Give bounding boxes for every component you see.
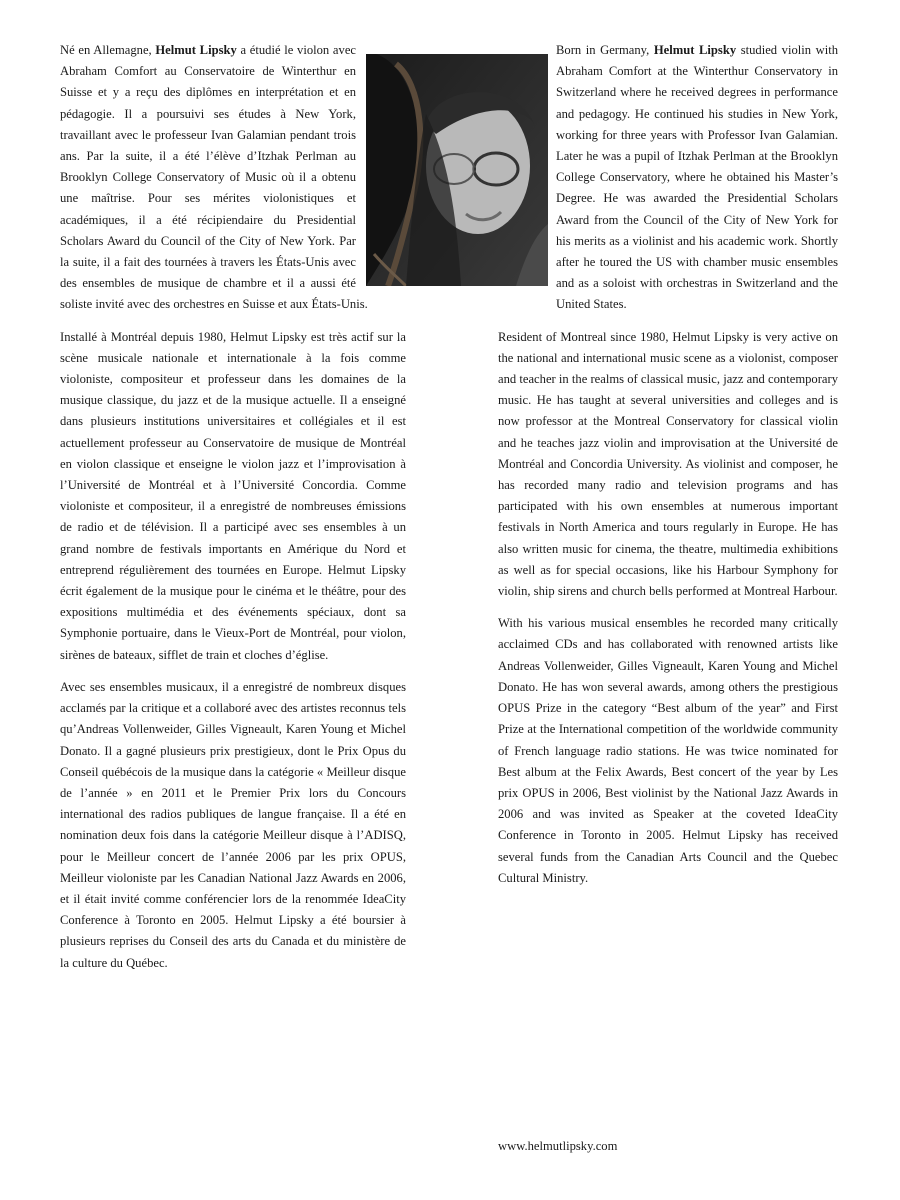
english-paragraph-3: With his various musical ensembles he recorded many critically acclaimed CDs and has collaborated with renowned artists like Andreas Vollenweider, Gilles Vigneault, Karen Young and Michel Donato. He has won several awards, among others the prestigious OPUS Prize in the category “Best album of the year” and First Prize at the International competition of the worldwide community of French language radio stations. He was twice nominated for Best album at the Felix Awards, Best concert of the year by Les prix OPUS in 2006, Best violinist by the National Jazz Awards in 2006 and was invited as Speaker at the coveted IdeaCity Conference in Toronto in 2005. Helmut Lipsky has received several funds from the Canadian Arts Council and the Quebec Cultural Ministry. (498, 616, 838, 885)
english-artist-name: Helmut Lipsky (653, 43, 737, 57)
english-biography-column (498, 40, 838, 900)
english-intro-text: Born in Germany, (556, 43, 650, 57)
french-paragraph-1-body: a étudié le violon avec Abraham Comfort au Conservatoire de Winterthur en Suisse et y a reçu des diplômes en interprétation et en pédagogie. Il a poursuivi ses études à New York, travaillant avec le professeur Ivan Galamian pendant trois ans. Par la suite, il a été l’élève d’Itzhak Perlman au Brooklyn College Conservatory of Music où il a obtenu une maîtrise. Pour ses mérites violonistiques et académiques, il a été récipiendaire du Presidential Scholars Award du Council of the City of New York. Par la suite, il a fait des tournées à travers les États-Unis avec des ensembles de musique de chambre et il a aussi été soliste invité avec des orchestres en Suisse et aux États-Unis. (60, 43, 368, 312)
french-artist-name: Helmut Lipsky (155, 43, 237, 57)
french-paragraph-1 (60, 40, 406, 316)
french-paragraph-3: Avec ses ensembles musicaux, il a enregistré de nombreux disques acclamés par la critique et a collaboré avec des artistes reconnus tels qu’Andreas Vollenweider, Gilles Vigneault, Karen Young et Michel Donato. Il a gagné plusieurs prix prestigieux, dont le Prix Opus du Conseil québécois de la musique dans la catégorie « Meilleur disque de l’année » en 2011 et le Premier Prix lors du Concours international des radios publiques de langue française. Il a été en nomination deux fois dans la catégorie Meilleur disque à l’ADISQ, pour le Meilleur concert de l’année 2006 par les prix OPUS, Meilleur violoniste par les Canadian National Jazz Awards en 2006, et il était invité comme conférencier lors de la renommée IdeaCity Conference à Toronto en 2005. Helmut Lipsky a été boursier à plusieurs reprises du Conseil des arts du Canada et du ministère de la culture du Québec. (60, 679, 406, 970)
english-paragraph-1-body: studied violin with Abraham Comfort at the Winterthur Conservatory in Switzerland where he received degrees in performance and pedagogy. He continued his studies in New York, working for three years with Professor Ivan Galamian. Later he was a pupil of Itzhak Perlman at the Brooklyn College Conservatory, where he obtained his Master’s Degree. He was awarded the Presidential Scholars Award from the Council of the City of New York for his merits as a violinist and his academic work. Shortly after he toured the US with chamber music ensembles and as a soloist with orchestras in Switzerland and the United States. (556, 43, 839, 312)
french-biography-column (60, 40, 406, 985)
french-paragraph-2: Installé à Montréal depuis 1980, Helmut Lipsky est très actif sur la scène musicale nationale et internationale à la fois comme violoniste, compositeur et professeur dans les domaines de la musique classique, du jazz et de la musique actuelle. Il a enseigné dans plusieurs institutions universitaires et collégiales et il est actuellement professeur au Conservatoire de musique de Montréal en violon classique et enseigne le violon jazz et l’improvisation à l’Université de Montréal et à l’Université Concordia. Comme violoniste et compositeur, il a enregistré de nombreuses émissions de radio et de télévision. Il a participé avec ses ensembles à un grand nombre de festivals importants en Amérique du Nord et entreprend régulièrement des tournées en Europe. Helmut Lipsky écrit également de la musique pour le cinéma et le théâtre, pour des expositions multimédia et des événements spéciaux, dont sa Symphonie portuaire, dans le Vieux-Port de Montréal, pour violon, sirènes de bateaux, sifflet de train et cloches d’église. (60, 329, 406, 662)
english-paragraph-2: Resident of Montreal since 1980, Helmut Lipsky is very active on the national and international music scene as a violonist, composer and teacher in the realms of classical music, jazz and contemporary music. He has taught at several universities and colleges and is now professor at the Montreal Conservatory for classical violin and he teaches jazz violin and improvisation at the Université de Montréal and Concordia University. As violinist and composer, he has recorded many radio and television programs and has participated with his own ensembles at numerous important festivals in North America and tours regularly in Europe. He has also written music for cinema, the theatre, multimedia exhibitions as well as for special occasions, like his Harbour Symphony for violin, ship sirens and church bells performed at Montreal Harbour. (498, 329, 838, 599)
french-intro-text: Né en Allemagne, (60, 43, 152, 57)
website-url[interactable]: www.helmutlipsky.com (498, 1139, 618, 1153)
